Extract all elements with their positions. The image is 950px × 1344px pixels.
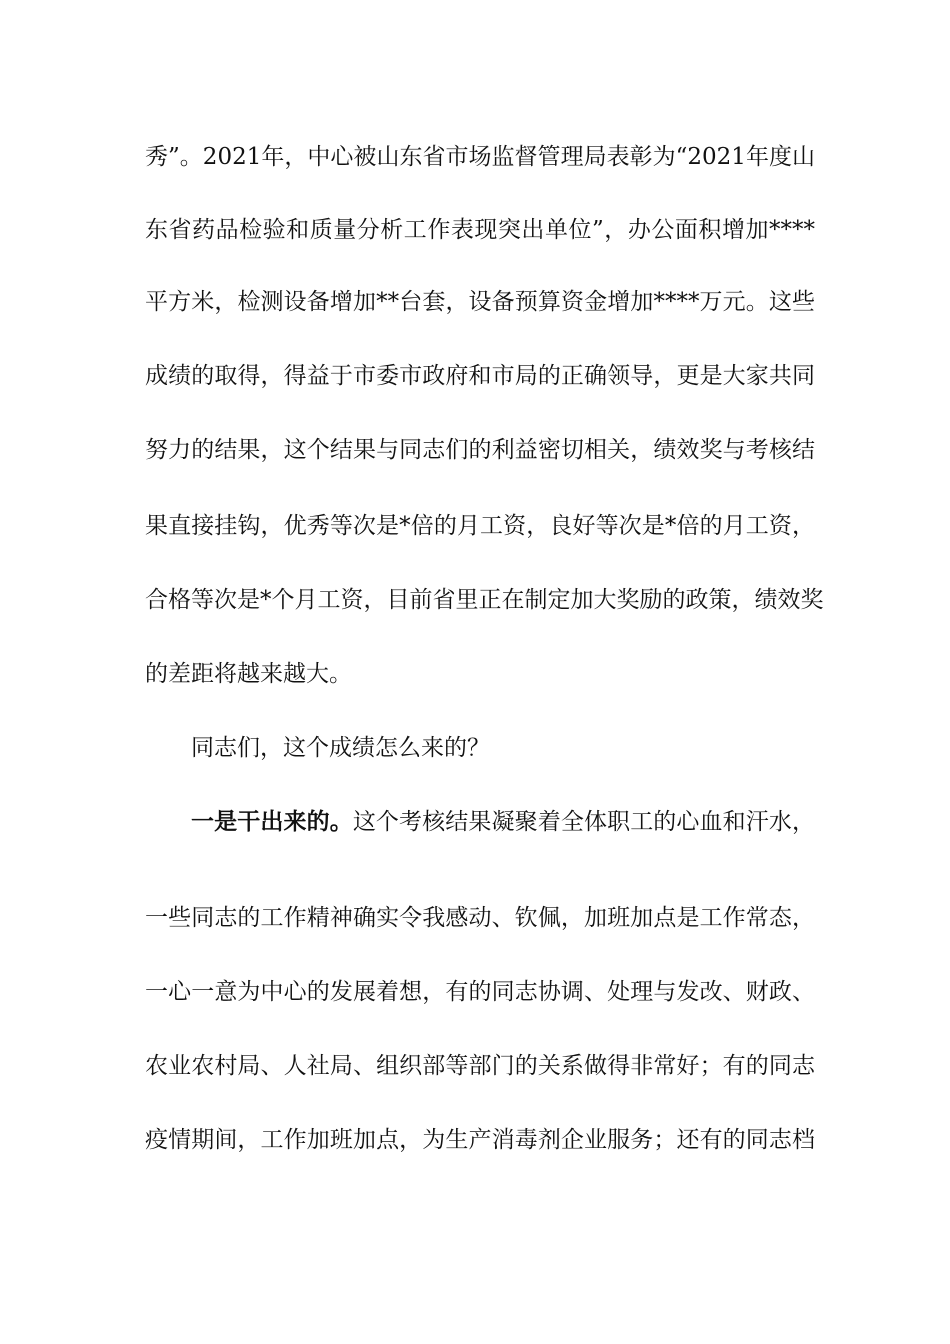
paragraph-line: 平方米，检测设备增加**台套，设备预算资金增加****万元。这些 (145, 289, 815, 315)
paragraph-line: 农业农村局、人社局、组织部等部门的关系做得非常好；有的同志 (145, 1053, 815, 1079)
paragraph-line: 秀”。2021年，中心被山东省市场监督管理局表彰为“2021年度山 (145, 144, 815, 170)
line-rest: 这个考核结果凝聚着全体职工的心血和汗水， (352, 809, 816, 835)
paragraph-line: 努力的结果，这个结果与同志们的利益密切相关，绩效奖与考核结 (145, 437, 815, 463)
paragraph-line: 的差距将越来越大。 (145, 661, 352, 687)
paragraph-line: 成绩的取得，得益于市委市政府和市局的正确领导，更是大家共同 (145, 363, 815, 389)
paragraph-question: 同志们，这个成绩怎么来的？ (191, 735, 490, 761)
paragraph-line: 一些同志的工作精神确实令我感动、钦佩，加班加点是工作常态， (145, 905, 815, 931)
bold-lead: 一是干出来的。 (191, 808, 353, 835)
paragraph-line (191, 802, 815, 842)
paragraph-line: 果直接挂钩，优秀等次是*倍的月工资，良好等次是*倍的月工资， (145, 513, 815, 539)
paragraph-line: 疫情期间，工作加班加点，为生产消毒剂企业服务；还有的同志档 (145, 1127, 815, 1153)
paragraph-line: 一心一意为中心的发展着想，有的同志协调、处理与发改、财政、 (145, 979, 815, 1005)
paragraph-line: 东省药品检验和质量分析工作表现突出单位”，办公面积增加**** (145, 217, 815, 243)
paragraph-line: 合格等次是*个月工资，目前省里正在制定加大奖励的政策，绩效奖 (145, 587, 824, 613)
